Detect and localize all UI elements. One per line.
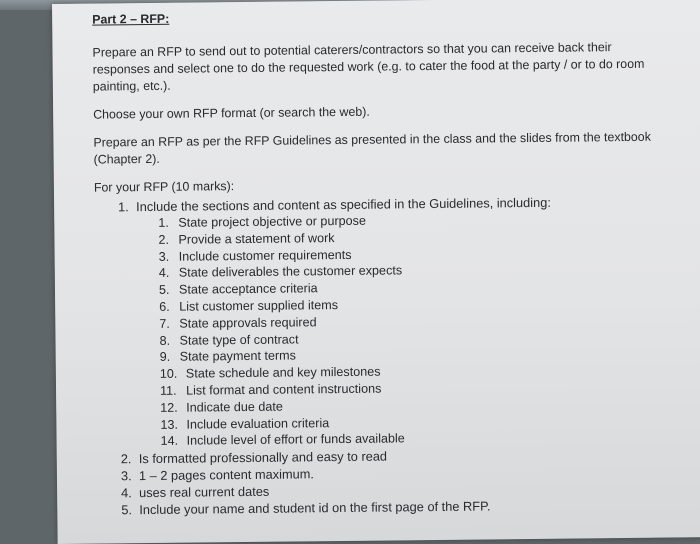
section-heading: Part 2 – RFP:	[92, 11, 170, 27]
section-item: 13. Include evaluation criteria	[160, 415, 330, 432]
section-item: 7. State approvals required	[159, 315, 317, 331]
section-item: 5. State acceptance criteria	[158, 281, 318, 298]
section-item: 10. State schedule and key milestones	[159, 364, 381, 382]
section-item: 12. Indicate due date	[160, 399, 283, 415]
requirement-item: 4. uses real current dates	[121, 483, 270, 501]
requirement-item: 1. Include the sections and content as specified in the Guidelines, including: 1. State project objective or purpose 2. Provide a statement of work 3. Include customer requirements 4. State deliverables the customer expects 5. State acceptance criteria 6. List customer supplied items 7. State approvals required 8. State type of contract 9. State payment terms 10. State schedule and key milestones 11. List format and content instructions 12. Indicate due date 13. Include evaluation criteria 14. Include level of effort or funds available	[118, 193, 657, 451]
format-paragraph: Choose your own RFP format (or search the web).	[93, 104, 370, 122]
section-item: 1. State project objective or purpose	[158, 213, 366, 230]
section-item: 3. Include customer requirements	[158, 247, 352, 264]
section-item: 8. State type of contract	[159, 332, 299, 348]
section-item: 11. List format and content instructions	[159, 381, 382, 398]
intro-paragraph: Prepare an RFP to send out to potential caterers/contractors so that you can receive back their responses and select one to do the requested work (e.g. to cater the food at the party / or to do room painting, etc.).	[92, 40, 645, 94]
document-page	[52, 0, 700, 544]
section-item: 2. Provide a statement of work	[158, 230, 335, 247]
section-item: 14. Include level of effort or funds available	[160, 431, 405, 449]
sections-list	[136, 210, 656, 451]
section-item: 4. State deliverables the customer expects	[158, 263, 403, 281]
document-content	[92, 6, 657, 519]
section-item: 9. State payment terms	[159, 348, 296, 365]
section-item: 6. List customer supplied items	[159, 298, 339, 314]
requirement-item: 5. Include your name and student id on the first page of the RFP.	[121, 498, 491, 518]
guidelines-paragraph: Prepare an RFP as per the RFP Guidelines as presented in the class and the slides from the textbook (Chapter 2).	[93, 129, 651, 167]
requirement-item: 3. 1 – 2 pages content maximum.	[120, 466, 314, 484]
marks-paragraph: For your RFP (10 marks):	[93, 179, 235, 195]
requirement-item: 2. Is formatted professionally and easy to read	[120, 448, 388, 467]
requirements-list	[94, 193, 657, 519]
